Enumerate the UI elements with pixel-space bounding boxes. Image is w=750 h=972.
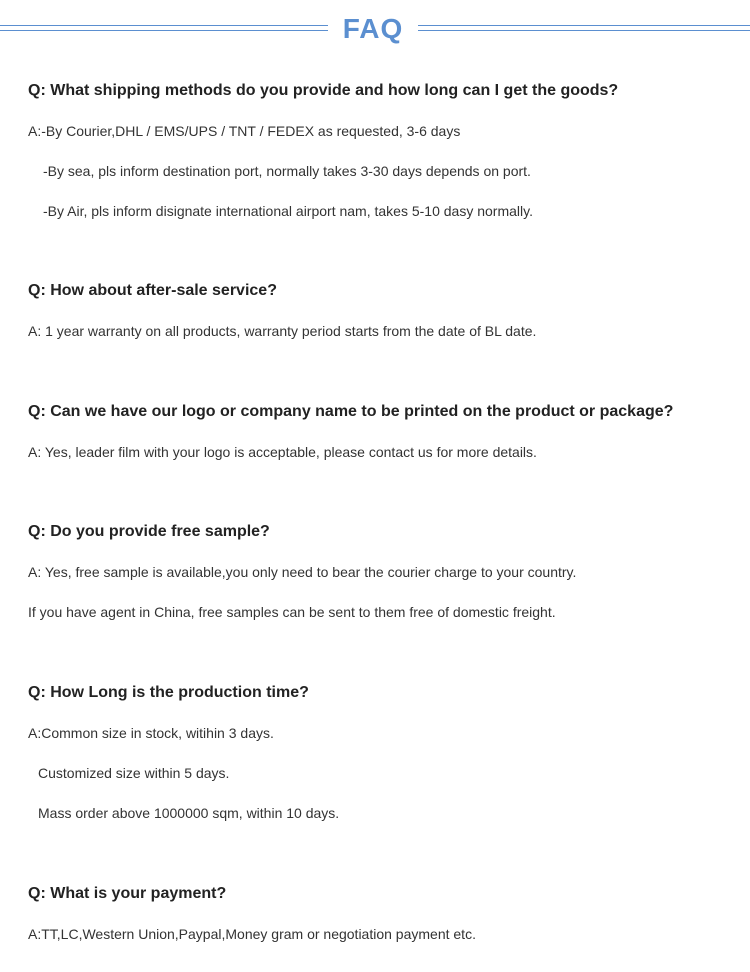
faq-answer-logo: A: Yes, leader film with your logo is acceptable, please contact us for more details. bbox=[28, 444, 537, 460]
header-rule-left bbox=[0, 25, 328, 31]
faq-answer-payment: A:TT,LC,Western Union,Paypal,Money gram or negotiation payment etc. bbox=[28, 926, 476, 942]
faq-answer-shipping-courier: A:-By Courier,DHL / EMS/UPS / TNT / FEDEX as requested, 3-6 days bbox=[28, 123, 461, 139]
faq-answer-production-customized: Customized size within 5 days. bbox=[38, 765, 230, 781]
faq-answer-after-sale: A: 1 year warranty on all products, warranty period starts from the date of BL date. bbox=[28, 323, 537, 339]
faq-answer-sample: A: Yes, free sample is available,you only need to bear the courier charge to your country. bbox=[28, 564, 577, 580]
faq-question-shipping: Q: What shipping methods do you provide and how long can I get the goods? bbox=[28, 82, 619, 99]
header-rule-right bbox=[418, 25, 750, 31]
faq-question-production-time: Q: How Long is the production time? bbox=[28, 684, 309, 701]
faq-answer-shipping-air: -By Air, pls inform disignate international airport nam, takes 5-10 dasy normally. bbox=[43, 203, 533, 219]
faq-question-sample: Q: Do you provide free sample? bbox=[28, 523, 270, 540]
faq-answer-production-mass: Mass order above 1000000 sqm, within 10 days. bbox=[38, 805, 340, 821]
faq-answer-production-stock: A:Common size in stock, witihin 3 days. bbox=[28, 725, 274, 741]
faq-question-logo: Q: Can we have our logo or company name to be printed on the product or package? bbox=[28, 403, 674, 420]
faq-question-after-sale: Q: How about after-sale service? bbox=[28, 282, 277, 299]
faq-question-payment: Q: What is your payment? bbox=[28, 885, 227, 902]
faq-title: FAQ bbox=[342, 13, 404, 44]
faq-header bbox=[0, 0, 750, 60]
faq-answer-shipping-sea: -By sea, pls inform destination port, normally takes 3-30 days depends on port. bbox=[43, 163, 531, 179]
faq-answer-sample-agent: If you have agent in China, free samples can be sent to them free of domestic freight. bbox=[28, 604, 556, 620]
